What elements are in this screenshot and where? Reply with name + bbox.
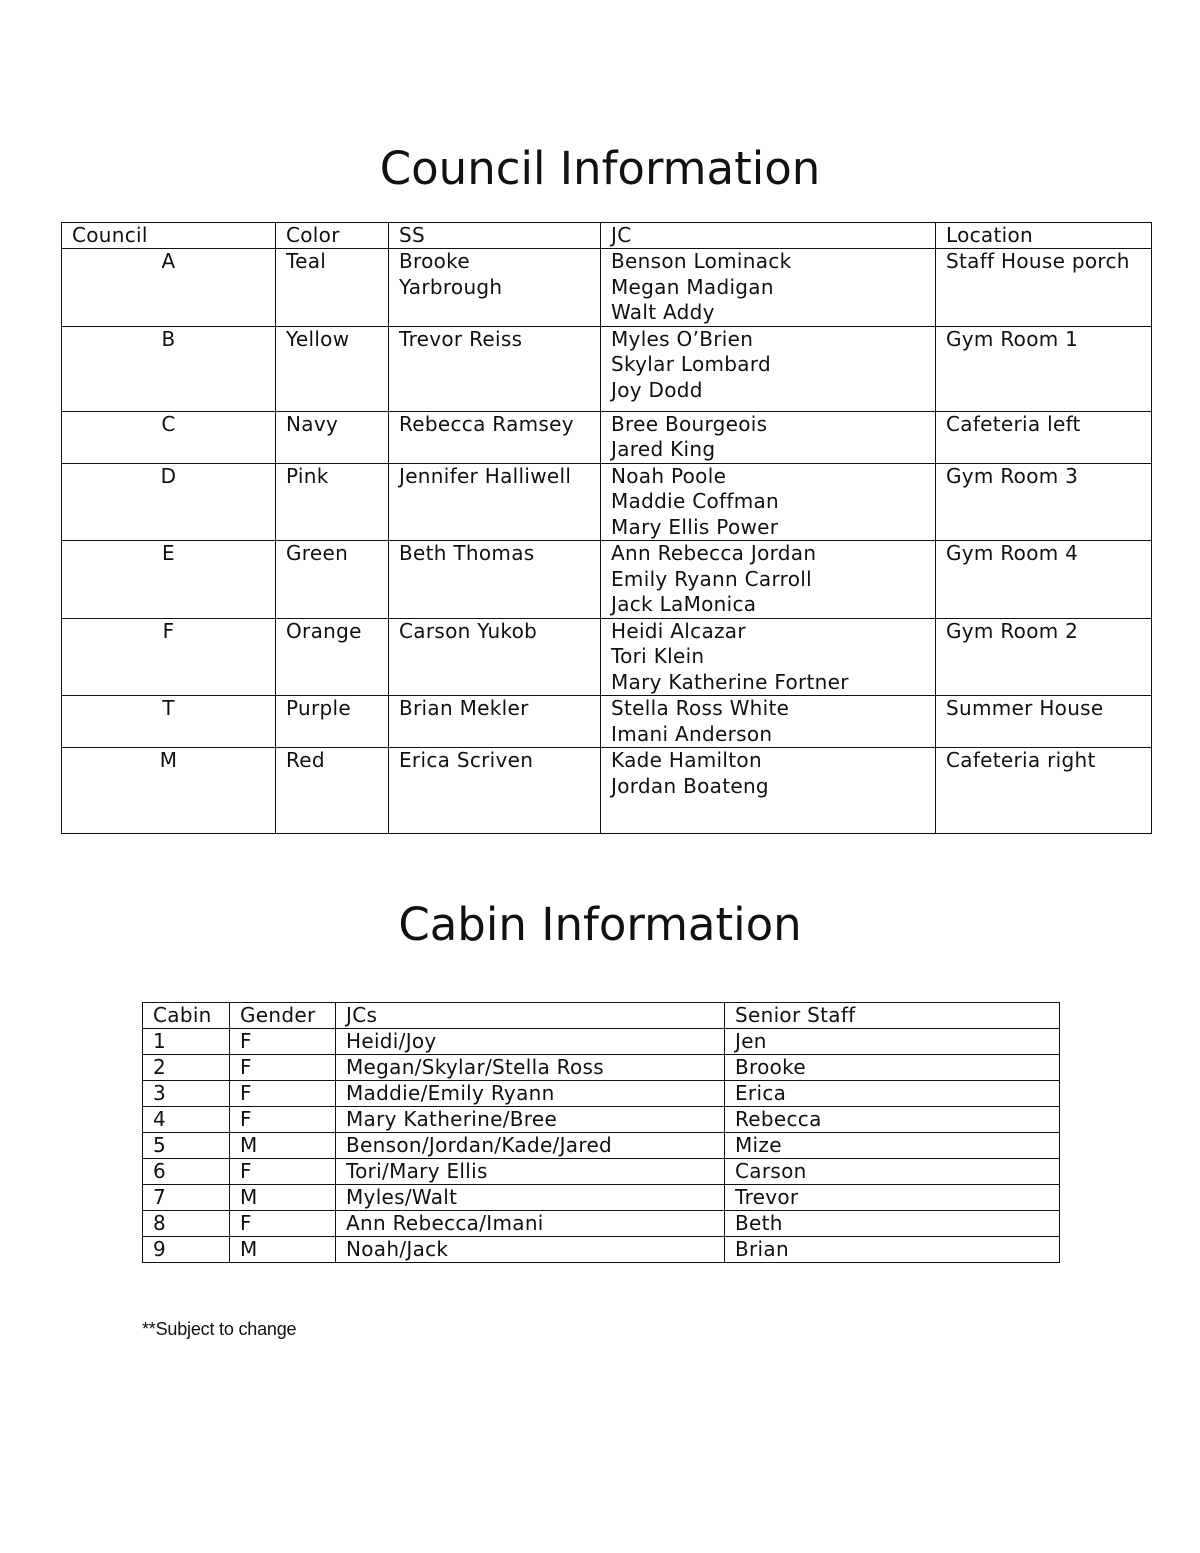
ss-name: Carson Yukob — [399, 618, 538, 643]
cabin-row — [143, 1029, 1060, 1055]
ss-name: Brooke — [399, 249, 470, 273]
cabin-staff: Beth — [725, 1211, 1060, 1237]
cabin-cabin: 2 — [143, 1055, 230, 1081]
cabin-header-cell: Cabin — [143, 1003, 230, 1029]
council-information-title: Council Information — [379, 142, 821, 195]
cabin-staff: Brian — [725, 1237, 1060, 1263]
cabin-cabin: 5 — [143, 1133, 230, 1159]
council-row — [62, 326, 1152, 411]
cabin-information-title: Cabin Information — [398, 898, 802, 951]
cabin-staff: Trevor — [725, 1185, 1060, 1211]
council-row — [62, 748, 1152, 834]
council-ss — [389, 748, 601, 834]
cabin-gender: F — [230, 1159, 336, 1185]
cabin-jcs: Ann Rebecca/Imani — [336, 1211, 725, 1237]
council-row — [62, 696, 1152, 748]
council-jc — [601, 411, 936, 463]
jc-name: Emily Ryann Carroll — [611, 566, 812, 591]
cabin-cabin: 7 — [143, 1185, 230, 1211]
cabin-row — [143, 1055, 1060, 1081]
council-color: Green — [276, 541, 389, 619]
council-letter: E — [62, 541, 276, 619]
council-location: Staff House porch — [936, 249, 1152, 327]
council-letter: M — [62, 748, 276, 834]
council-location: Gym Room 4 — [936, 541, 1152, 619]
council-row — [62, 249, 1152, 327]
cabin-header-cell: Senior Staff — [725, 1003, 1060, 1029]
ss-name: Erica Scriven — [399, 748, 534, 772]
council-location: Summer House — [936, 696, 1152, 748]
council-color: Teal — [276, 249, 389, 327]
jc-name: Jack LaMonica — [611, 592, 757, 616]
jc-name: Bree Bourgeois — [611, 411, 768, 436]
council-jc — [601, 463, 936, 541]
jc-name: Joy Dodd — [611, 377, 703, 402]
council-color: Orange — [276, 618, 389, 696]
cabin-jcs: Maddie/Emily Ryann — [336, 1081, 725, 1107]
cabin-table — [142, 1002, 1060, 1263]
council-location: Cafeteria left — [936, 411, 1152, 463]
footnote: **Subject to change — [142, 1319, 297, 1339]
cabin-jcs: Tori/Mary Ellis — [336, 1159, 725, 1185]
cabin-row — [143, 1107, 1060, 1133]
cabin-jcs: Mary Katherine/Bree — [336, 1107, 725, 1133]
council-header-cell: JC — [601, 223, 936, 249]
cabin-staff: Erica — [725, 1081, 1060, 1107]
ss-name: Brian Mekler — [399, 696, 529, 720]
council-ss — [389, 463, 601, 541]
ss-name: Beth Thomas — [399, 541, 535, 565]
council-row — [62, 541, 1152, 619]
council-jc — [601, 541, 936, 619]
council-letter: T — [62, 696, 276, 748]
cabin-jcs: Megan/Skylar/Stella Ross — [336, 1055, 725, 1081]
council-color: Red — [276, 748, 389, 834]
jc-name: Benson Lominack — [611, 249, 792, 273]
jc-name: Mary Ellis Power — [611, 514, 779, 539]
jc-name: Kade Hamilton — [611, 748, 762, 772]
jc-name: Noah Poole — [611, 463, 727, 488]
cabin-jcs: Heidi/Joy — [336, 1029, 725, 1055]
cabin-gender: F — [230, 1211, 336, 1237]
cabin-gender: F — [230, 1081, 336, 1107]
cabin-header-cell: JCs — [336, 1003, 725, 1029]
jc-name: Tori Klein — [611, 644, 705, 668]
cabin-cabin: 6 — [143, 1159, 230, 1185]
council-letter: A — [62, 249, 276, 327]
cabin-jcs: Myles/Walt — [336, 1185, 725, 1211]
council-location: Gym Room 1 — [936, 326, 1152, 411]
council-letter: D — [62, 463, 276, 541]
cabin-gender: F — [230, 1029, 336, 1055]
cabin-gender: F — [230, 1107, 336, 1133]
council-row — [62, 618, 1152, 696]
council-ss — [389, 411, 601, 463]
jc-name: Imani Anderson — [611, 721, 773, 746]
jc-name: Heidi Alcazar — [611, 618, 746, 643]
ss-name: Jennifer Halliwell — [399, 463, 572, 488]
council-color: Pink — [276, 463, 389, 541]
council-ss — [389, 541, 601, 619]
council-ss — [389, 618, 601, 696]
council-header-cell: SS — [389, 223, 601, 249]
cabin-row — [143, 1211, 1060, 1237]
cabin-row — [143, 1081, 1060, 1107]
jc-name: Walt Addy — [611, 300, 715, 324]
cabin-row — [143, 1133, 1060, 1159]
cabin-row — [143, 1237, 1060, 1263]
jc-name: Stella Ross White — [611, 696, 790, 720]
cabin-gender: F — [230, 1055, 336, 1081]
cabin-gender: M — [230, 1185, 336, 1211]
council-location: Gym Room 3 — [936, 463, 1152, 541]
cabin-gender: M — [230, 1133, 336, 1159]
council-row — [62, 411, 1152, 463]
cabin-row — [143, 1159, 1060, 1185]
cabin-header-row — [143, 1003, 1060, 1029]
jc-name: Megan Madigan — [611, 274, 774, 299]
cabin-cabin: 4 — [143, 1107, 230, 1133]
council-color: Yellow — [276, 326, 389, 411]
council-table — [61, 222, 1152, 834]
council-header-cell: Color — [276, 223, 389, 249]
cabin-jcs: Benson/Jordan/Kade/Jared — [336, 1133, 725, 1159]
cabin-staff: Mize — [725, 1133, 1060, 1159]
cabin-staff: Jen — [725, 1029, 1060, 1055]
cabin-jcs: Noah/Jack — [336, 1237, 725, 1263]
cabin-header-cell: Gender — [230, 1003, 336, 1029]
council-letter: F — [62, 618, 276, 696]
cabin-staff: Carson — [725, 1159, 1060, 1185]
council-location: Gym Room 2 — [936, 618, 1152, 696]
council-jc — [601, 249, 936, 327]
ss-name: Yarbrough — [399, 274, 503, 299]
council-location: Cafeteria right — [936, 748, 1152, 834]
cabin-cabin: 3 — [143, 1081, 230, 1107]
council-color: Purple — [276, 696, 389, 748]
council-ss — [389, 696, 601, 748]
council-header-cell: Location — [936, 223, 1152, 249]
jc-name: Maddie Coffman — [611, 489, 780, 513]
council-color: Navy — [276, 411, 389, 463]
council-row — [62, 463, 1152, 541]
council-ss — [389, 249, 601, 327]
council-header-row — [62, 223, 1152, 249]
cabin-cabin: 1 — [143, 1029, 230, 1055]
cabin-cabin: 8 — [143, 1211, 230, 1237]
jc-name: Skylar Lombard — [611, 352, 772, 376]
council-jc — [601, 696, 936, 748]
cabin-staff: Rebecca — [725, 1107, 1060, 1133]
council-jc — [601, 618, 936, 696]
jc-name: Ann Rebecca Jordan — [611, 541, 817, 565]
jc-name: Jared King — [611, 437, 716, 461]
cabin-staff: Brooke — [725, 1055, 1060, 1081]
council-ss — [389, 326, 601, 411]
council-header-cell: Council — [62, 223, 276, 249]
cabin-gender: M — [230, 1237, 336, 1263]
cabin-row — [143, 1185, 1060, 1211]
council-jc — [601, 326, 936, 411]
jc-name: Jordan Boateng — [611, 773, 769, 798]
jc-name: Myles O’Brien — [611, 326, 754, 351]
jc-name: Mary Katherine Fortner — [611, 669, 849, 694]
cabin-cabin: 9 — [143, 1237, 230, 1263]
council-jc — [601, 748, 936, 834]
council-letter: C — [62, 411, 276, 463]
ss-name: Rebecca Ramsey — [399, 411, 574, 436]
ss-name: Trevor Reiss — [399, 326, 523, 351]
council-letter: B — [62, 326, 276, 411]
